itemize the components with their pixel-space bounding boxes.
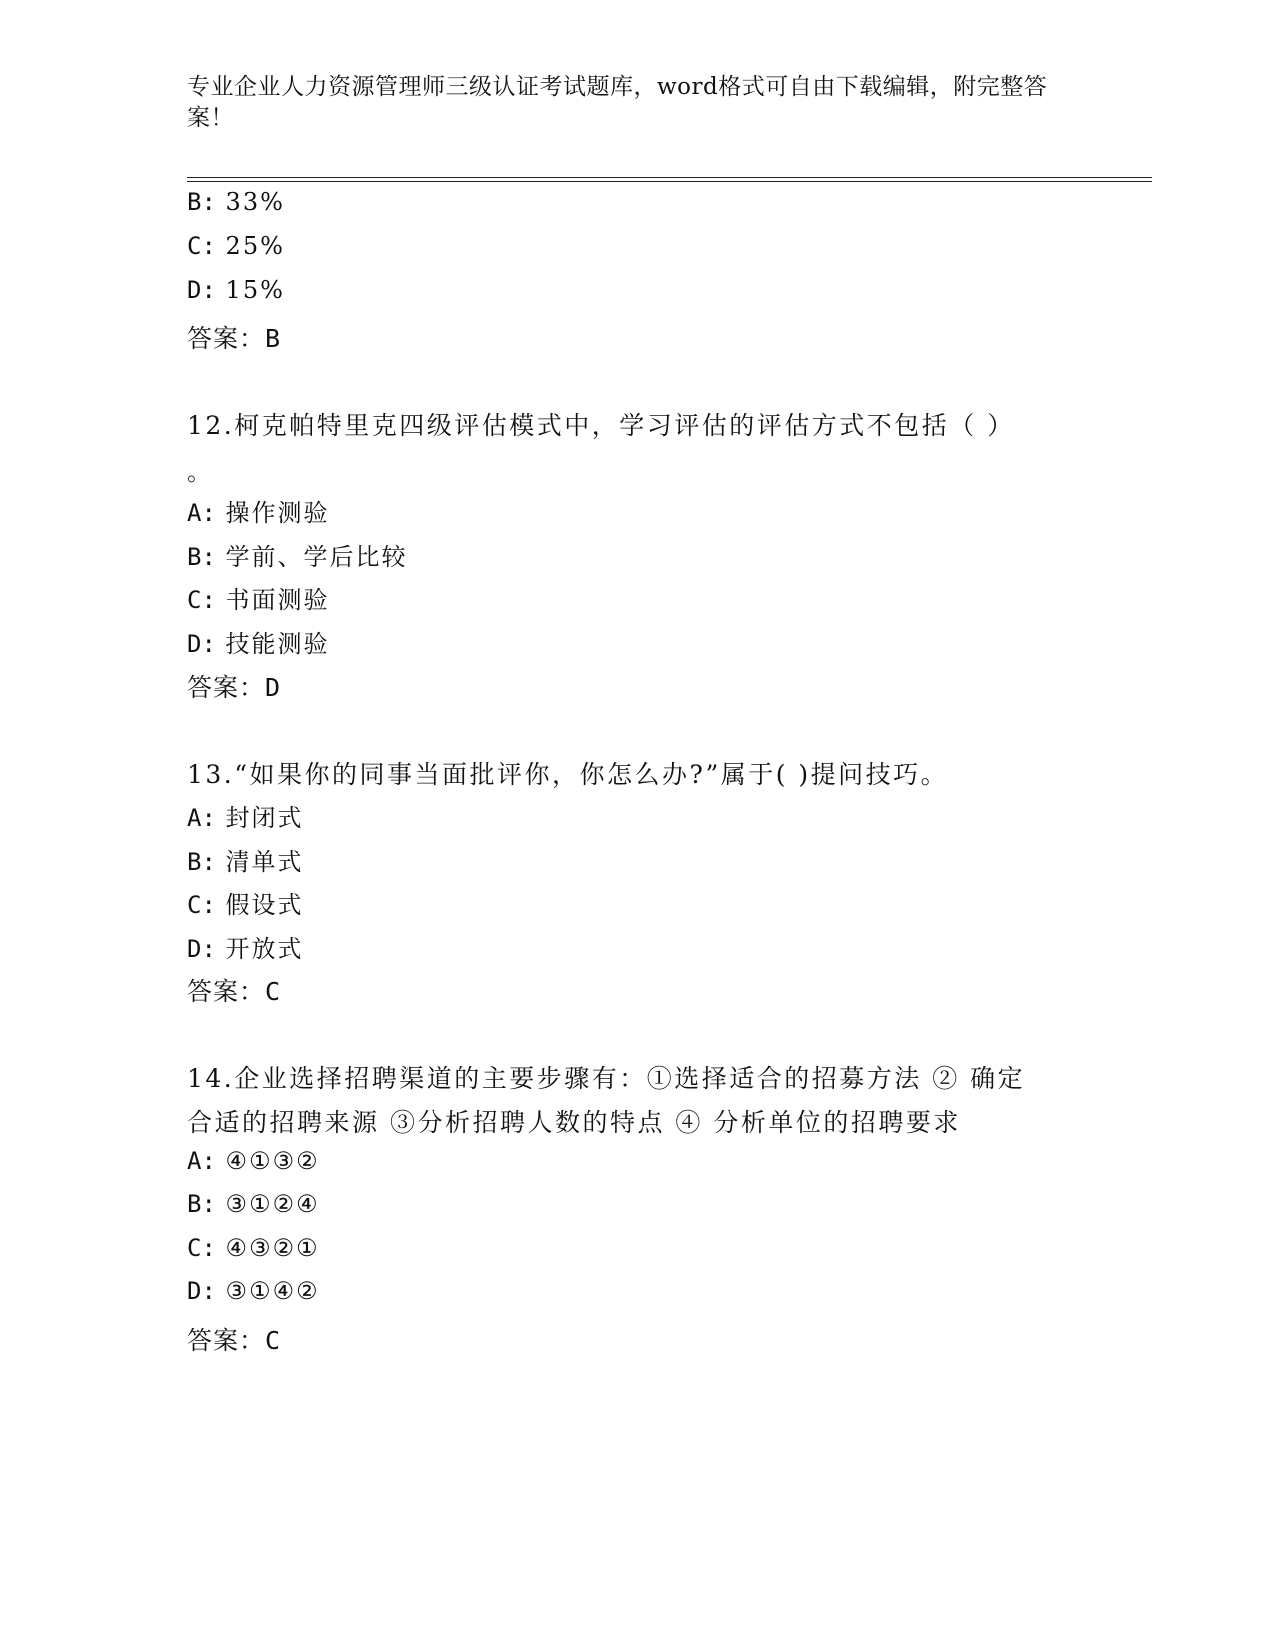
answer-label: 答案： (187, 324, 266, 353)
option-text: 假设式 (225, 891, 304, 919)
q14-stem-line1: 14.企业选择招聘渠道的主要步骤有：①选择适合的招募方法 ② 确定 (187, 1064, 1026, 1093)
q13-option-b (187, 842, 304, 877)
q14-answer (187, 1321, 281, 1357)
option-text: 操作测验 (225, 499, 330, 527)
answer-label: 答案： (187, 673, 266, 702)
option-text: 25% (225, 232, 285, 260)
option-text: 封闭式 (225, 804, 304, 832)
option-text: ③①④② (225, 1277, 320, 1305)
option-key: B: (187, 188, 216, 216)
q14-option-d (187, 1277, 320, 1305)
option-key: A: (187, 1147, 216, 1175)
option-key: B: (187, 1190, 216, 1218)
q13-option-d (187, 929, 304, 964)
answer-value: C (265, 1326, 282, 1355)
q13-answer (187, 972, 281, 1008)
option-key: A: (187, 499, 216, 527)
option-text: ③①②④ (225, 1190, 320, 1218)
option-text: 清单式 (225, 848, 304, 876)
q12-option-c (187, 580, 330, 615)
option-text: 学前、学后比较 (225, 543, 408, 571)
q12-option-a (187, 493, 330, 528)
q14-stem-line2: 合适的招聘来源 ③分析招聘人数的特点 ④ 分析单位的招聘要求 (187, 1108, 961, 1137)
q11-option-b (187, 188, 285, 216)
option-text: 书面测验 (225, 586, 330, 614)
q12-stem-line1: 12.柯克帕特里克四级评估模式中，学习评估的评估方式不包括（ ） (187, 411, 1015, 440)
option-key: A: (187, 804, 216, 832)
option-key: B: (187, 543, 216, 571)
answer-label: 答案： (187, 1326, 266, 1355)
answer-value: B (265, 324, 282, 353)
option-key: D: (187, 630, 216, 658)
q11-option-d (187, 276, 285, 304)
option-text: ④①③② (225, 1147, 320, 1175)
option-key: C: (187, 586, 216, 614)
option-key: B: (187, 848, 216, 876)
answer-value: C (265, 977, 282, 1006)
q12-option-d (187, 624, 330, 659)
option-text: 技能测验 (225, 630, 330, 658)
option-key: C: (187, 232, 216, 260)
option-text: ④③②① (225, 1234, 320, 1262)
option-text: 开放式 (225, 935, 304, 963)
q12-stem-line2: 。 (187, 458, 213, 486)
q12-option-b (187, 537, 408, 572)
option-key: C: (187, 891, 216, 919)
option-key: C: (187, 1234, 216, 1262)
q13-option-c (187, 885, 304, 920)
q11-answer (187, 319, 281, 355)
q13-stem-line1: 13.“如果你的同事当面批评你，你怎么办?”属于( )提问技巧。 (187, 760, 949, 789)
option-text: 15% (225, 276, 285, 304)
header-double-rule (187, 177, 1152, 182)
answer-value: D (265, 673, 282, 702)
page-header-text: 专业企业人力资源管理师三级认证考试题库，word格式可自由下载编辑，附完整答案！ (187, 74, 1048, 131)
option-key: D: (187, 276, 216, 304)
q13-option-a (187, 798, 304, 833)
option-key: D: (187, 935, 216, 963)
option-text: 33% (225, 188, 285, 216)
answer-label: 答案： (187, 977, 266, 1006)
option-key: D: (187, 1277, 216, 1305)
q14-option-a (187, 1147, 320, 1175)
q14-option-c (187, 1234, 320, 1262)
q11-option-c (187, 232, 285, 260)
q12-answer (187, 668, 281, 704)
q14-option-b (187, 1190, 320, 1218)
